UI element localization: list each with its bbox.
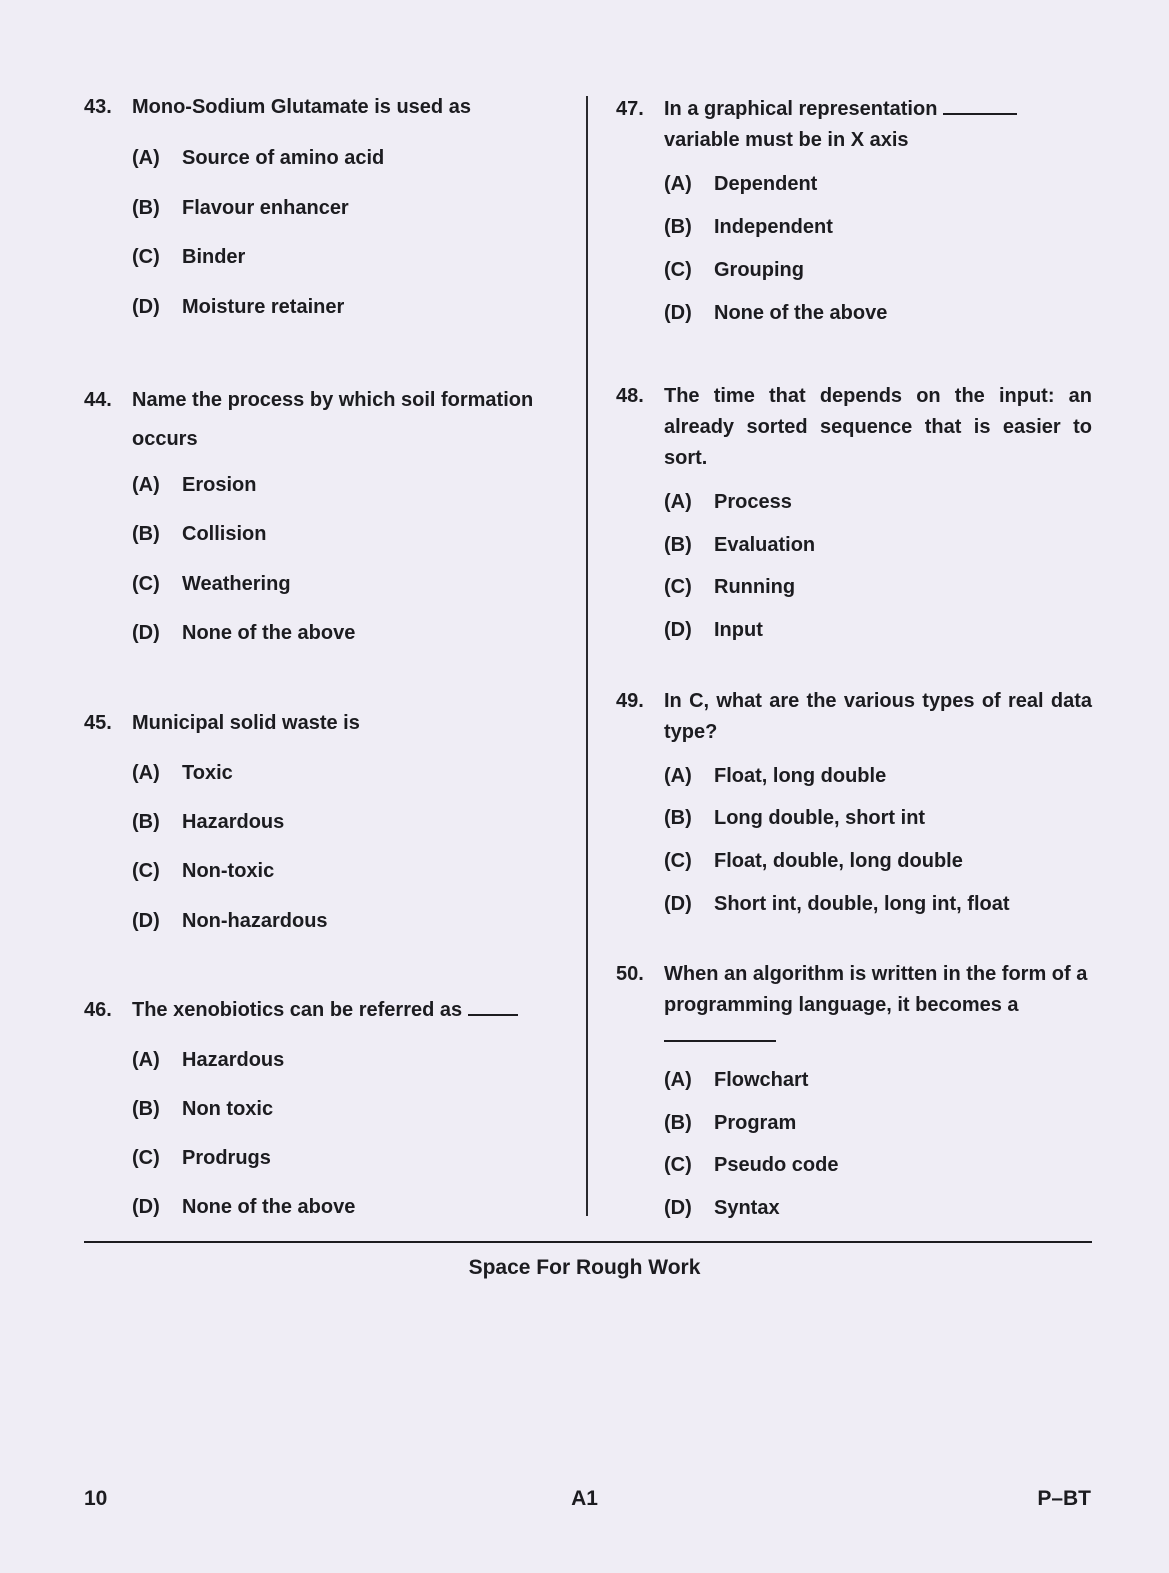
option-letter: (A) (132, 1049, 160, 1071)
option-d (132, 294, 344, 320)
option-a (664, 489, 792, 515)
option-d (664, 891, 1010, 917)
option-text: Prodrugs (182, 1147, 271, 1169)
option-text: Hazardous (182, 1049, 285, 1071)
option-letter: (D) (664, 302, 692, 324)
answer-blank (943, 95, 1017, 115)
option-a (132, 1047, 284, 1073)
option-c (664, 574, 795, 600)
option-text: Non toxic (182, 1098, 274, 1120)
option-d (132, 620, 355, 646)
option-letter: (C) (132, 860, 160, 882)
option-letter: (C) (132, 246, 160, 268)
option-a (132, 145, 384, 171)
question-47 (616, 94, 1092, 324)
option-letter: (D) (132, 910, 160, 932)
option-letter: (B) (664, 216, 692, 238)
option-text: Hazardous (182, 811, 285, 833)
option-letter: (C) (664, 576, 692, 598)
option-b (664, 805, 925, 831)
option-b (132, 521, 266, 547)
option-c (664, 848, 963, 874)
question-number: 46. (84, 999, 112, 1021)
option-text: Process (714, 491, 792, 513)
option-letter: (B) (132, 811, 160, 833)
option-letter: (D) (664, 1197, 692, 1219)
question-text: Mono-Sodium Glutamate is used as (132, 96, 471, 118)
option-letter: (D) (132, 296, 160, 318)
option-letter: (C) (664, 259, 692, 281)
option-text: Non-hazardous (182, 910, 328, 932)
rough-work-label: Space For Rough Work (468, 1256, 701, 1279)
option-c (132, 571, 291, 597)
option-a (664, 171, 817, 197)
question-43 (84, 92, 564, 318)
question-44 (84, 381, 564, 644)
option-letter: (A) (132, 147, 160, 169)
question-text: Name the process by which soil formation occurs (132, 389, 534, 450)
option-letter: (A) (664, 173, 692, 195)
answer-blank (664, 1022, 776, 1042)
option-d (132, 1194, 355, 1220)
question-number: 43. (84, 96, 112, 118)
option-b (132, 1096, 273, 1122)
option-c (664, 1152, 838, 1178)
option-text: Input (714, 619, 763, 641)
option-letter: (C) (664, 1154, 692, 1176)
option-text: Evaluation (714, 534, 816, 556)
option-letter: (D) (664, 893, 692, 915)
option-letter: (D) (132, 622, 160, 644)
option-text: Dependent (714, 173, 818, 195)
option-text: None of the above (182, 622, 356, 644)
option-letter: (B) (664, 1112, 692, 1134)
option-text: Syntax (714, 1197, 780, 1219)
option-letter: (A) (132, 474, 160, 496)
question-48 (616, 381, 1092, 641)
option-letter: (D) (664, 619, 692, 641)
option-a (132, 760, 233, 786)
option-text: Collision (182, 523, 267, 545)
question-header (616, 959, 1092, 1052)
option-b (132, 195, 349, 221)
question-text-continued: variable must be in X axis (664, 129, 909, 151)
option-text: Running (714, 576, 796, 598)
question-number: 48. (616, 385, 644, 407)
option-text: Toxic (182, 762, 233, 784)
option-text: Erosion (182, 474, 257, 496)
question-45 (84, 708, 564, 932)
option-letter: (C) (132, 1147, 160, 1169)
question-number: 49. (616, 690, 644, 712)
option-text: Non-toxic (182, 860, 275, 882)
option-b (132, 809, 284, 835)
question-49 (616, 686, 1092, 915)
option-letter: (A) (132, 762, 160, 784)
option-d (664, 300, 887, 326)
option-letter: (B) (664, 807, 692, 829)
question-46 (84, 995, 564, 1218)
question-number: 50. (616, 963, 644, 985)
option-text: Long double, short int (714, 807, 926, 829)
question-number: 44. (84, 389, 112, 411)
question-number: 45. (84, 712, 112, 734)
option-d (664, 617, 763, 643)
question-text (664, 94, 1092, 156)
option-text: Grouping (714, 259, 804, 281)
question-text (132, 995, 564, 1026)
question-header (84, 381, 564, 459)
paper-code: P–BT (1037, 1487, 1091, 1510)
option-a (664, 1067, 808, 1093)
option-letter: (A) (664, 765, 692, 787)
option-letter: (A) (664, 1069, 692, 1091)
option-letter: (B) (132, 1098, 160, 1120)
option-letter: (A) (664, 491, 692, 513)
option-b (664, 214, 833, 240)
question-header (84, 92, 564, 123)
question-header (616, 686, 1092, 748)
option-text: None of the above (714, 302, 888, 324)
option-text: Float, double, long double (714, 850, 963, 872)
option-d (132, 908, 328, 934)
option-c (664, 257, 804, 283)
question-text: Municipal solid waste is (132, 712, 360, 734)
option-text: Source of amino acid (182, 147, 385, 169)
question-text-body: When an algorithm is written in the form of a programming language, it becomes a (664, 963, 1088, 1016)
option-c (132, 244, 245, 270)
option-text: Moisture retainer (182, 296, 345, 318)
answer-blank (468, 996, 518, 1016)
option-b (664, 1110, 796, 1136)
rough-work-divider (84, 1241, 1092, 1243)
option-c (132, 858, 274, 884)
option-a (664, 763, 886, 789)
option-letter: (C) (664, 850, 692, 872)
option-text: Pseudo code (714, 1154, 839, 1176)
option-text: Program (714, 1112, 797, 1134)
series-code: A1 (571, 1487, 598, 1510)
option-c (132, 1145, 271, 1171)
question-text (664, 959, 1092, 1052)
question-header (84, 995, 564, 1026)
question-text: The time that depends on the input: an already sorted sequence that is easier to sort. (664, 385, 1092, 469)
option-text: Binder (182, 246, 246, 268)
option-text: None of the above (182, 1196, 356, 1218)
question-header (616, 381, 1092, 474)
question-header (616, 94, 1092, 156)
option-text: Weathering (182, 573, 291, 595)
column-divider (586, 96, 588, 1216)
option-text: Short int, double, long int, float (714, 893, 1010, 915)
question-text-body: In a graphical representation (664, 98, 938, 120)
option-text: Independent (714, 216, 833, 238)
option-text: Flowchart (714, 1069, 809, 1091)
page-number: 10 (84, 1487, 108, 1510)
option-letter: (B) (132, 523, 160, 545)
question-50 (616, 959, 1092, 1219)
option-letter: (C) (132, 573, 160, 595)
option-text: Float, long double (714, 765, 887, 787)
option-letter: (B) (132, 197, 160, 219)
question-number: 47. (616, 98, 644, 120)
option-letter: (B) (664, 534, 692, 556)
option-d (664, 1195, 780, 1221)
question-text-body: The xenobiotics can be referred as (132, 999, 463, 1021)
question-header (84, 708, 564, 739)
option-letter: (D) (132, 1196, 160, 1218)
option-b (664, 532, 815, 558)
option-a (132, 472, 256, 498)
option-text: Flavour enhancer (182, 197, 349, 219)
question-text: In C, what are the various types of real data type? (664, 690, 1092, 743)
